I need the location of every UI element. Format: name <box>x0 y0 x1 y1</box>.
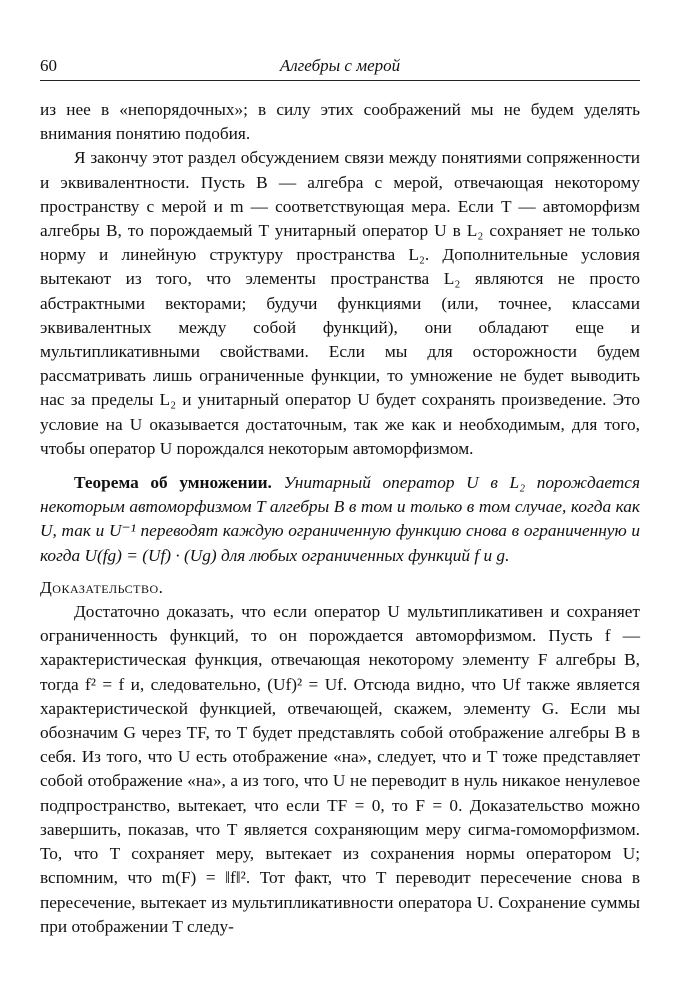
proof-label: Доказательство. <box>40 577 164 597</box>
paragraph-conjugacy: Я закончу этот раздел обсуждением связи между понятиями сопряженности и эквивалентности. Пусть B — алгебра с мерой, отвечающая некоторому пространству с мерой и m — соответствующая мера. Если T — автоморфизм алгебры B, то порождаемый T унитарный оператор U в L₂ сохраняет не только норму и линейную структуру пространства L₂. Дополнительные условия вытекают из того, что элементы пространства L₂ являются не просто абстрактными векторами; будучи функциями (или, точнее, классами эквивалентных между собой функций), они обладают еще и мультипликативными свойствами. Если мы для осторожности будем рассматривать лишь ограниченные функции, то умножение не будет выводить нас за пределы L₂ и унитарный оператор U будет сохранять произведение. Это условие на U оказывается достаточным, так же как и необходимым, для того, чтобы оператор U порождался некоторым автоморфизмом. <box>40 148 640 458</box>
proof-heading <box>40 576 640 600</box>
running-title: Алгебры с мерой <box>279 56 401 75</box>
theorem-statement: Унитарный оператор U в L₂ порождается некоторым автоморфизмом T алгебры B в том и только в том случае, когда как U, так и U⁻¹ переводят каждую ограниченную функцию снова в ограниченную и когда U(fg) = (Uf) · (Ug) для любых ограниченных функций f и g. <box>40 473 640 565</box>
theorem-title: Теорема об умножении. <box>74 473 272 493</box>
theorem <box>40 471 640 568</box>
page-number: 60 <box>40 56 57 75</box>
header-rule <box>40 80 640 81</box>
page-body <box>40 98 640 939</box>
page-header <box>40 52 640 80</box>
proof-text: Достаточно доказать, что если оператор U мультипликативен и сохраняет ограниченность функций, то он порождается автоморфизмом. Пусть f — характеристическая функция, отвечающая некоторому элементу F алгебры B, тогда f² = f и, следовательно, (Uf)² = Uf. Отсюда видно, что Uf также является характеристической функцией, отвечающей, скажем, элементу G. Если мы обозначим G через TF, то T будет представлять собой отображение алгебры B в себя. Из того, что U есть отображение «на», следует, что и T тоже представляет собой отображение «на», а из того, что U не переводит в нуль никакое ненулевое подпространство, вытекает, что если TF = 0, то F = 0. Доказательство можно завершить, показав, что T является сохраняющим меру сигма-гомоморфизмом. То, что T сохраняет меру, вытекает из сохранения нормы оператором U; вспомним, что m(F) = ‖f‖². Тот факт, что T переводит пересечение снова в пересечение, вытекает из мультипликативности оператора U. Сохранение суммы при отображении T следу- <box>40 602 640 936</box>
paragraph-continuation: из нее в «непорядочных»; в силу этих соображений мы не будем уделять внимания понятию подобия. <box>40 100 640 144</box>
